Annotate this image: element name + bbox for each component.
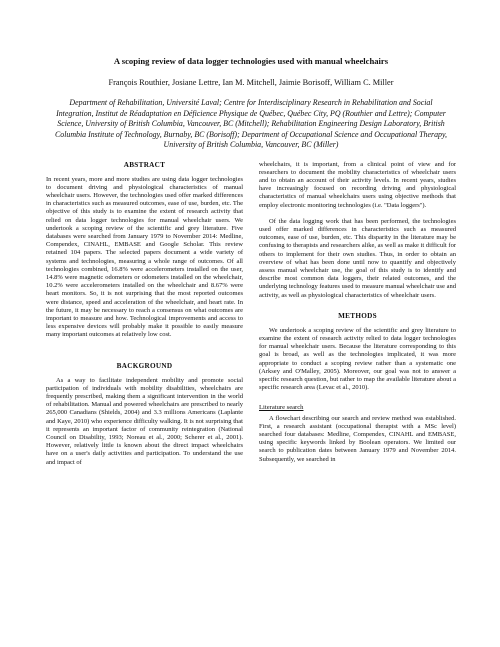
background-text: As a way to facilitate independent mobility and promote social participation of individuals with mobility disabilities, wheelchairs are frequently prescribed, making them a significant intervention in the world of rehabilitation. Manual and powered wheelchairs are prescribed to nearly 265,000 Canadians (Shields, 2004) and 3.3 millions Americans (Laplante and Kaye, 2010) who experience difficulty walking. It is not surprising that it represents an important factor of community reintegration (National Council on Disability, 1993; Noreau et al., 2000; Scherer et al., 2001). However, relatively little is known about the direct impact wheelchairs have on a user's daily activities and participation. To understand the use and impact of: [46, 376, 243, 466]
abstract-text: In recent years, more and more studies are using data logger technologies to document driving and physiological characteristics of manual wheelchair users. However, the technologies used offer marked differences in characteristics such as measured outcomes, ease of use, burden, etc. The objective of this study is to examine the extent of research activity that relied on data logger technologies for manual wheelchair users. We undertook a scoping review of the scientific and grey literature. Five databases were searched from January 1979 to November 2014: Medline, Compendex, CINAHL, EMBASE and Google Scholar. This review retained 104 papers. The selected papers document a wide variety of systems and technologies, measuring a whole range of outcomes. Of all technologies combined, 16.8% were accelerometers installed on the user, 14.8% were magnetic odometers or odometers installed on the wheelchair, 10.2% were accelerometers installed on the wheelchair and 8.67% were heart monitors. So, it is not surprising that the most reported outcomes were distance, speed and acceleration of the wheelchair, and heart rate. In the future, it may be necessary to reach a consensus on what outcomes are important to measure and how. Technological improvements and access to less expensive devices will probably make it possible to easily measure many important outcomes at relatively low cost.: [46, 175, 243, 339]
abstract-heading: ABSTRACT: [123, 160, 166, 169]
right-column: [259, 161, 456, 467]
intro-paragraph-2: Of the data logging work that has been performed, the technologies used offer marked differences in characteristics such as measured outcomes, ease of use, burden, etc. This disparity in the literature may be confusing to therapists and researchers alike, as well as make it difficult for others to implement for their own studies. Thus, in order to obtain an overview of what has been done until now to quantify and objectively assess manual wheelchair use, the goal of this study is to identify and describe most common data loggers, their related outcomes, and the underlying technology features used to measure manual wheelchair use and activity, as well as physiological characteristics of wheelchair users.: [259, 217, 456, 299]
paper-authors: François Routhier, Josiane Lettre, Ian M. Mitchell, Jaimie Borisoff, William C. Miller: [108, 78, 394, 87]
paper-title: A scoping review of data logger technologies used with manual wheelchairs: [113, 56, 389, 66]
methods-heading: METHODS: [338, 311, 377, 320]
paper-affiliations: Department of Rehabilitation, Université Laval; Centre for Interdisciplinary Research in Rehabilitation and Social Integration, Institut de Réadaptation en Déficience Physique de Québec, Québec City, PQ (Routhier and Lettre); Computer Science, University of British Columbia, Vancouver, BC (Mitchell); Rehabilitation Engineering Design Laboratory, British Columbia Institute of Technology, Burnaby, BC (Borisoff); Department of Occupational Science and Occupational Therapy, University of British Columbia, Vancouver, BC (Miller): [55, 98, 447, 149]
background-heading: BACKGROUND: [116, 361, 173, 370]
left-column: [46, 161, 243, 467]
literature-search-heading: Literature search: [259, 404, 304, 412]
methods-text: We undertook a scoping review of the scientific and grey literature to examine the extent of research activity relied to data logger technologies for manual wheelchair users. Because the literature corresponding to this goal is broad, as well as the technologies implicated, it was more appropriate to conduct a scoping review rather than a systematic one (Arksey and O'Malley, 2005). Moreover, our goal was not to answer a specific research question, but rather to map the available literature about a specific research area (Levac et al., 2010).: [259, 326, 456, 392]
two-column-body: [46, 161, 456, 467]
intro-paragraph-1: wheelchairs, it is important, from a clinical point of view and for researchers to document the mobility characteristics of wheelchair users and to obtain an account of their activity levels. In recent years, studies have increasingly focused on recording driving and physiological characteristics of manual wheelchairs users using objective methods that employ electronic monitoring technologies (i.e. "Data loggers").: [259, 160, 456, 209]
literature-search-text: A flowchart describing our search and review method was established. First, a research assistant (occupational therapist with a MSc level) searched four databases: Medline, Compendex, CINAHL and EMBASE, using specific keywords linked by Boolean operators. We limited our search to publication dates between January 1979 and November 2014. Subsequently, we searched in: [259, 414, 456, 463]
